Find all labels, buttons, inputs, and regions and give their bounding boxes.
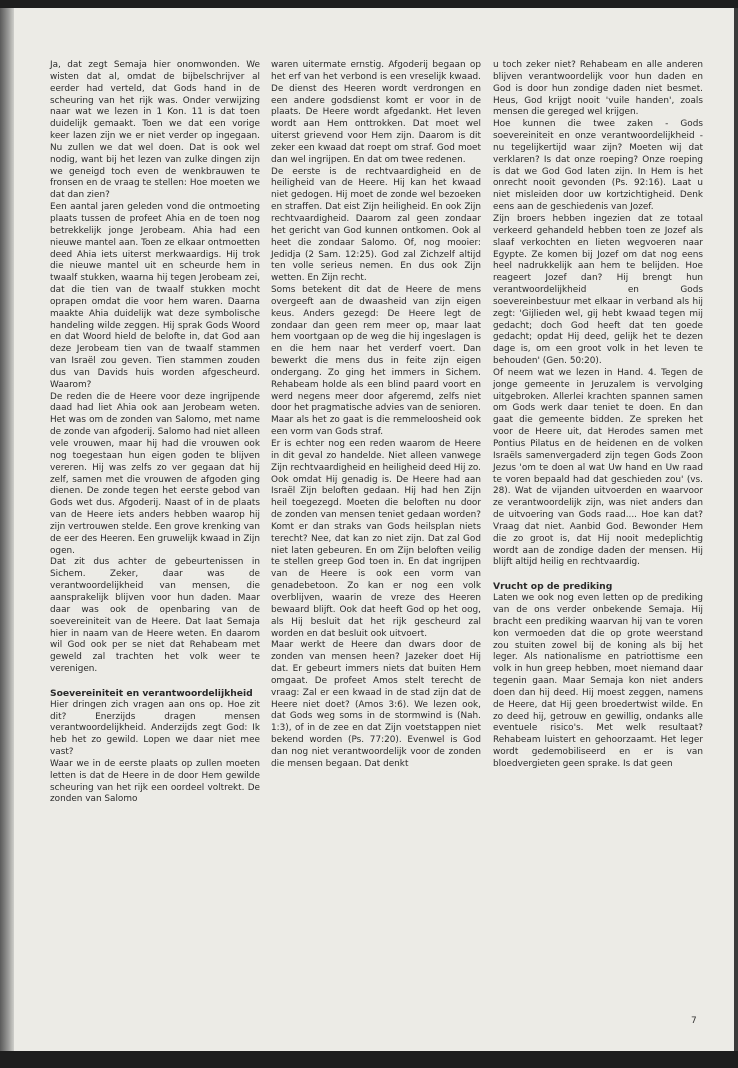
paragraph: Maar werkt de Heere dan dwars door de zonden van mensen heen? Jazeker doet Hij dat. Er gebeurt immers niets dat buiten Hem omgaat. De profeet Amos stelt terecht de vraag: Zal er een kwaad in de stad zijn dat de Heere niet doet? (Amos 3:6). We lezen ook, dat Gods weg soms in de stormwind is (Nah. 1:3), of in de zee en dat Zijn voetstappen niet bekend worden (Ps. 77:20). Evenwel is God dan nog niet verantwoordelijk voor de zonden die mensen begaan. Dat denkt <box>271 640 481 769</box>
paragraph: Waar we in de eerste plaats op zullen moeten letten is dat de Heere in de door Hem gewilde scheuring van het rijk een oordeel voltrekt. De zonden van Salomo <box>50 758 260 805</box>
paragraph: Een aantal jaren geleden vond die ontmoeting plaats tussen de profeet Ahia en de toen nog betrekkelijk jonge Jerobeam. Ahia had een nieuwe mantel aan. Toen ze elkaar ontmoetten deed Ahia iets uiterst merkwaardigs. Hij trok die nieuwe mantel uit en scheurde hem in twaalf stukken, waarna hij tegen Jerobeam zei, dat die tien van de twaalf stukken mocht oprapen omdat die voor hem waren. Daarna maakte Ahia duidelijk wat deze symbolische handeling wilde zeggen. Hij sprak Gods Woord en dat Woord hield de belofte in, dat God aan deze Jerobeam tien van de twaalf stammen van Israël zou geven. Tien stammen zouden dus van Davids huis worden afgescheurd. Waarom? <box>50 202 260 390</box>
paragraph: Of neem wat we lezen in Hand. 4. Tegen de jonge gemeente in Jeruzalem is vervolging uitgebroken. Allerlei krachten spannen samen om Gods werk daar teniet te doen. En dan gaat die gemeente bidden. Ze spreken het voor de Heere uit, dat Herodes samen met Pontius Pilatus en de heidenen en de volken Israëls samenvergaderd zijn tegen Gods Zoon Jezus 'om te doen al wat Uw hand en Uw raad te voren bepaald had dat geschieden zou' (vs. 28). Wat de vijanden uitvoerden en waarvoor ze verantwoordelijk zijn, was niet anders dan de uitvoering van Gods raad.... Hoe kan dat? Vraag dat niet. Aanbid God. Bewonder Hem die zo groot is, dat Hij nooit medeplichtig wordt aan de zondige daden der mensen. Hij blijft altijd heilig en rechtvaardig. <box>493 367 703 568</box>
scanner-bottom-border <box>0 1051 738 1068</box>
page-number: 7 <box>691 1016 697 1026</box>
section-heading: Soevereiniteit en verantwoordelijkheid <box>50 687 253 699</box>
paragraph: Er is echter nog een reden waarom de Heere in dit geval zo handelde. Niet alleen vanwege Zijn rechtvaardigheid en heiligheid deed Hij zo. Ook omdat Hij genadig is. De Heere had aan Israël Zijn beloften gedaan. Hij had hen Zijn heil toegezegd. Moeten die beloften nu door de zonden van mensen teniet gedaan worden? Komt er dan straks van Gods heilsplan niets terecht? Nee, dat kan zo niet zijn. Dat zal God niet laten gebeuren. En om Zijn beloften veilig te stellen greep God toen in. En dat ingrijpen van de Heere is ook een vorm van genadebetoon. Zo kan er nog een volk overblijven, waarin de vreze des Heeren bewaard blijft. Ook dat heeft God op het oog, als Hij besluit dat het rijk gescheurd zal worden en dat besluit ook uitvoert. <box>271 439 481 639</box>
paragraph: Zijn broers hebben ingezien dat ze totaal verkeerd gehandeld hebben toen ze Jozef als slaaf verkochten en lieten wegvoeren naar Egypte. Ze komen bij Jozef om dat nog eens heel nadrukkelijk aan hem te belijden. Hoe reageert Jozef dan? Hij brengt hun verantwoordelijkheid en Gods soevereinbestuur met elkaar in verband als hij zegt: 'Gijlieden wel, gij hebt kwaad tegen mij gedacht; doch God heeft dat ten goede gedacht; opdat Hij deed, gelijk het te dezen dage is, om een groot volk in het leven te behouden' (Gen. 50:20). <box>493 213 703 367</box>
page-right-edge <box>734 8 738 1051</box>
paragraph: Dat zit dus achter de gebeurtenissen in Sichem. Zeker, daar was de verantwoordelijkheid van mensen, die aansprakelijk blijven voor hun daden. Maar daar was ook de openbaring van de soevereiniteit van de Heere. Dat laat Semaja hier in naam van de Heere weten. En daarom wil God ook per se niet dat Rehabeam met geweld zal trachten het volk weer te verenigen. <box>50 557 260 675</box>
text-column-1 <box>50 60 260 806</box>
paragraph: De reden die de Heere voor deze ingrijpende daad had liet Ahia ook aan Jerobeam weten. Het was om de zonden van Salomo, met name de zonde van afgoderij. Salomo had niet alleen vele vrouwen, maar hij had die vrouwen ook nog toegestaan hun eigen goden te blijven vereren. Hij was zelfs zo ver gegaan dat hij zelf, samen met die vrouwen de afgoden ging dienen. De zonde tegen het eerste gebod van Gods wet dus. Afgoderij. Naast of in de plaats van de Heere iets anders hebben waarop hij zijn vertrouwen stelde. Een grove krenking van de eer des Heeren. Een gruwelijk kwaad in Zijn ogen. <box>50 391 260 556</box>
paragraph: Laten we ook nog even letten op de prediking van de ons verder onbekende Semaja. Hij bracht een prediking waarvan hij van te voren kon vermoeden dat die op grote weerstand zou stuiten zowel bij de koning als bij het leger. Als nationalisme en patriottisme een volk in hun greep hebben, moet niemand daar tegenin gaan. Maar Semaja kon niet anders doen dan hij deed. Hij moest zeggen, namens de Heere, dat Hij geen broedertwist wilde. En zo deed hij, getrouw en gewillig, ondanks alle eventuele risico's. Met welk resultaat? Rehabeam luistert en gehoorzaamt. Het leger wordt gedemobiliseerd en er is van bloedvergieten geen sprake. Is dat geen <box>493 593 703 769</box>
document-page <box>14 8 734 1051</box>
paragraph: Ja, dat zegt Semaja hier onomwonden. We wisten dat al, omdat de bijbelschrijver al eerder had verteld, dat Gods hand in de scheuring van het rijk was. Onder verwijzing naar wat we lezen in 1 Kon. 11 is dat toen duidelijk gemaakt. Toen we dat een vorige keer lazen zijn we er niet verder op ingegaan. Nu zullen we dat wel doen. Dat is ook wel nodig, want bij het lezen van zulke dingen zijn we geneigd toch even de wenkbrauwen te fronsen en de vraag te stellen: Hoe moeten we dat dan zien? <box>50 60 260 201</box>
paragraph: Soms betekent dit dat de Heere de mens overgeeft aan de dwaasheid van zijn eigen keus. Anders gezegd: De Heere legt de zondaar dan geen rem meer op, maar laat hem voortgaan op de weg die hij ingeslagen is en die hem naar het verderf voert. Dan bewerkt die mens dus in feite zijn eigen ondergang. Zo ging het immers in Sichem. Rehabeam holde als een blind paard voort en werd negens meer door afgeremd, zelfs niet door het pragmatische advies van de senioren. Maar als het zo gaat is die remmeloosheid ook een vorm van Gods straf. <box>271 285 481 438</box>
text-column-3 <box>493 60 703 771</box>
text-column-2 <box>271 60 481 771</box>
paragraph: De eerste is de rechtvaardigheid en de heiligheid van de Heere. Hij kan het kwaad niet gedogen. Hij moet de zonde wel bezoeken en straffen. Dat eist Zijn heiligheid. En ook Zijn rechtvaardigheid. Daarom zal geen zondaar het gericht van God kunnen ontkomen. Ook al heet die zondaar Salomo. Of, nog mooier: Jedidja (2 Sam. 12:25). God zal Zichzelf altijd ten volle serieus nemen. En dus ook Zijn wetten. En Zijn recht. <box>271 166 481 284</box>
section-heading: Vrucht op de prediking <box>493 581 613 593</box>
paragraph: u toch zeker niet? Rehabeam en alle anderen blijven verantwoordelijk voor hun daden en God is door hun zondige daden niet besmet. Heus, God krijgt nooit 'vuile handen', zoals mensen die gereged wel krijgen. <box>493 60 703 118</box>
paragraph: Hoe kunnen die twee zaken - Gods soevereiniteit en onze verantwoordelijkheid - nu tegelijkertijd waar zijn? Moeten wij dat verklaren? Is dat onze roeping? Onze roeping is dat we God God laten zijn. In Hem is het onrecht nooit gevonden (Ps. 92:16). Laat u niet misleiden door uw kortzichtigheid. Denk eens aan de geschiedenis van Jozef. <box>493 119 703 213</box>
scanner-top-border <box>0 0 738 8</box>
paragraph: Hier dringen zich vragen aan ons op. Hoe zit dit? Enerzijds dragen mensen verantwoordelijkheid. Anderzijds zegt God: Ik heb het zo gewild. Lopen we daar niet mee vast? <box>50 699 260 758</box>
book-spine-shadow <box>0 8 14 1051</box>
paragraph: waren uitermate ernstig. Afgoderij begaan op het erf van het verbond is een vreselijk kwaad. De dienst des Heeren wordt verdrongen en een andere godsdienst komt er voor in de plaats. De Heere wordt afgedankt. Het leven wordt aan Hem onttrokken. Dat moet wel uiterst grievend voor Hem zijn. Daarom is dit zeker een kwaad dat roept om straf. God moet dan wel ingrijpen. En dat om twee redenen. <box>271 60 481 165</box>
